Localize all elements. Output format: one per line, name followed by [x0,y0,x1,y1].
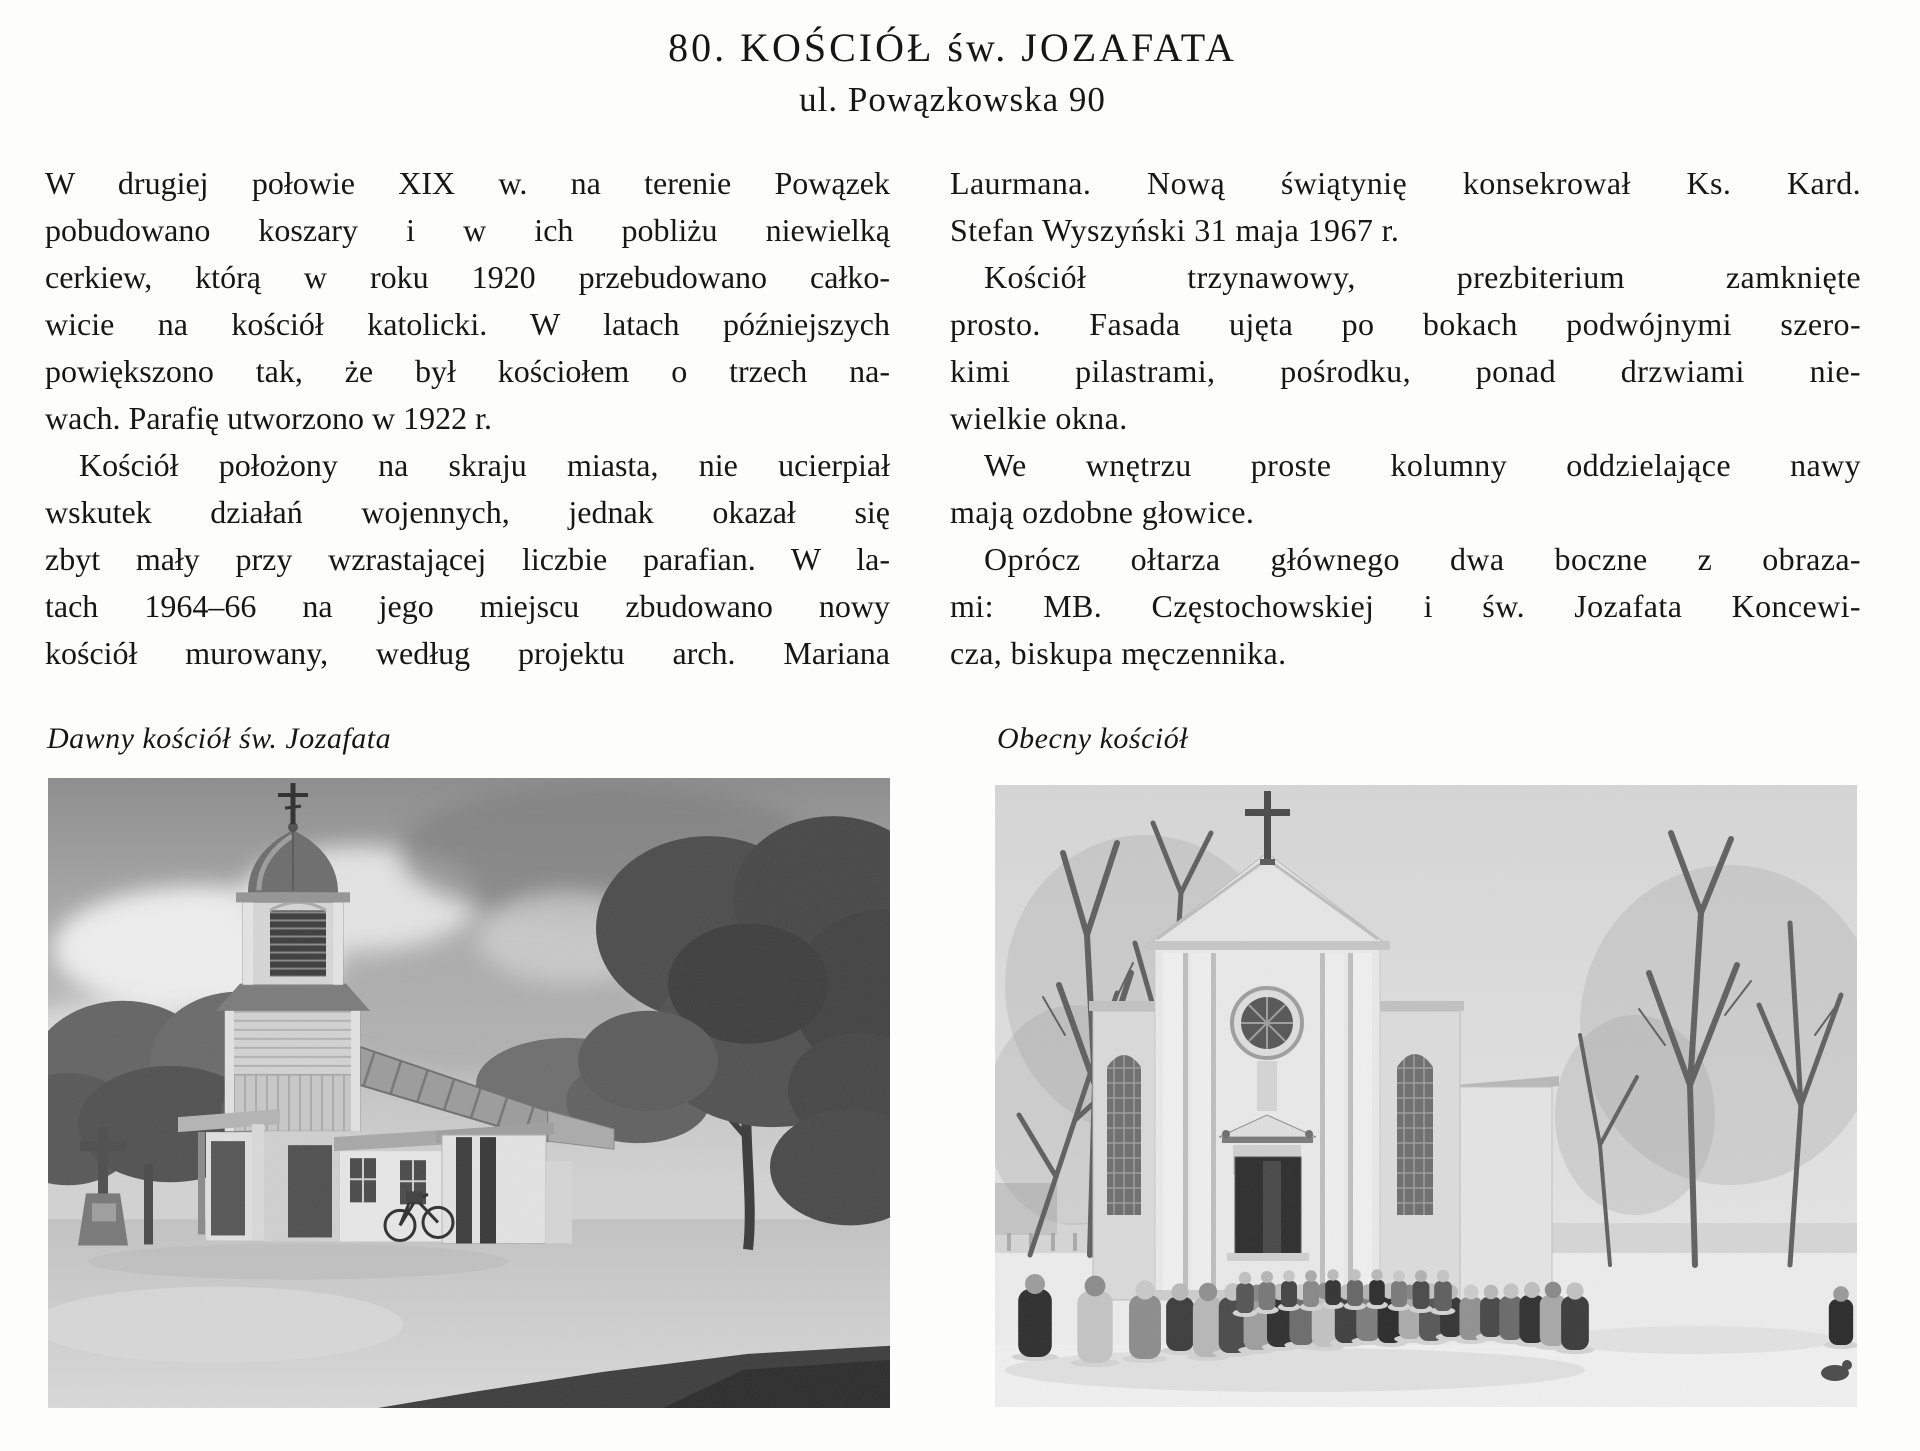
page-header [45,24,1860,120]
text-line: wskutek działań wojennych, jednak okazał się [45,494,890,530]
text-line: wicie na kościół katolicki. W latach późniejszych [45,306,890,342]
text-line: tach 1964–66 na jego miejscu zbudowano nowy [45,588,890,624]
new-church-illustration [995,785,1857,1407]
text-line: cerkiew, którą w roku 1920 przebudowano całko- [45,259,890,295]
text-line: kimi pilastrami, pośrodku, ponad drzwiami nie- [950,353,1861,389]
text-line: Kościół położony na skraju miasta, nie ucierpiał [79,447,890,483]
text-line: Stefan Wyszyński 31 maja 1967 r. [950,212,1400,248]
text-line: mają ozdobne głowice. [950,494,1255,530]
text-line: We wnętrzu proste kolumny oddzielające nawy [984,447,1861,483]
text-line: prosto. Fasada ujęta po bokach podwójnymi szero- [950,306,1861,342]
page-subtitle: ul. Powązkowska 90 [799,80,1106,119]
new-church-photo [995,785,1857,1407]
text-line: Kościół trzynawowy, prezbiterium zamknięte [984,259,1861,295]
text-line: wielkie okna. [950,400,1128,436]
text-line: kościół murowany, według projektu arch. Mariana [45,635,890,671]
text-line: cza, biskupa męczennika. [950,635,1287,671]
text-line: Laurmana. Nową świątynię konsekrował Ks. Kard. [950,165,1861,201]
old-church-illustration [48,778,890,1408]
film-grain [995,785,1857,1407]
old-church-photo [48,778,890,1408]
column-left [45,160,890,677]
film-grain [48,778,890,1408]
column-right [950,160,1861,677]
text-line: pobudowano koszary i w ich pobliżu niewielką [45,212,890,248]
text-line: wach. Parafię utworzono w 1922 r. [45,400,492,436]
page-title: 80. KOŚCIÓŁ św. JOZAFATA [668,25,1237,70]
text-line: W drugiej połowie XIX w. na terenie Powązek [45,165,890,201]
text-line: Oprócz ołtarza głównego dwa boczne z obraza- [984,541,1861,577]
text-line: powiększono tak, że był kościołem o trzech na- [45,353,890,389]
text-line: zbyt mały przy wzrastającej liczbie parafian. W la- [45,541,890,577]
text-line: mi: MB. Częstochowskiej i św. Jozafata Koncewi- [950,588,1861,624]
photo-caption-right: Obecny kościół [997,722,1189,755]
photo-caption-left: Dawny kościół św. Jozafata [47,722,392,755]
